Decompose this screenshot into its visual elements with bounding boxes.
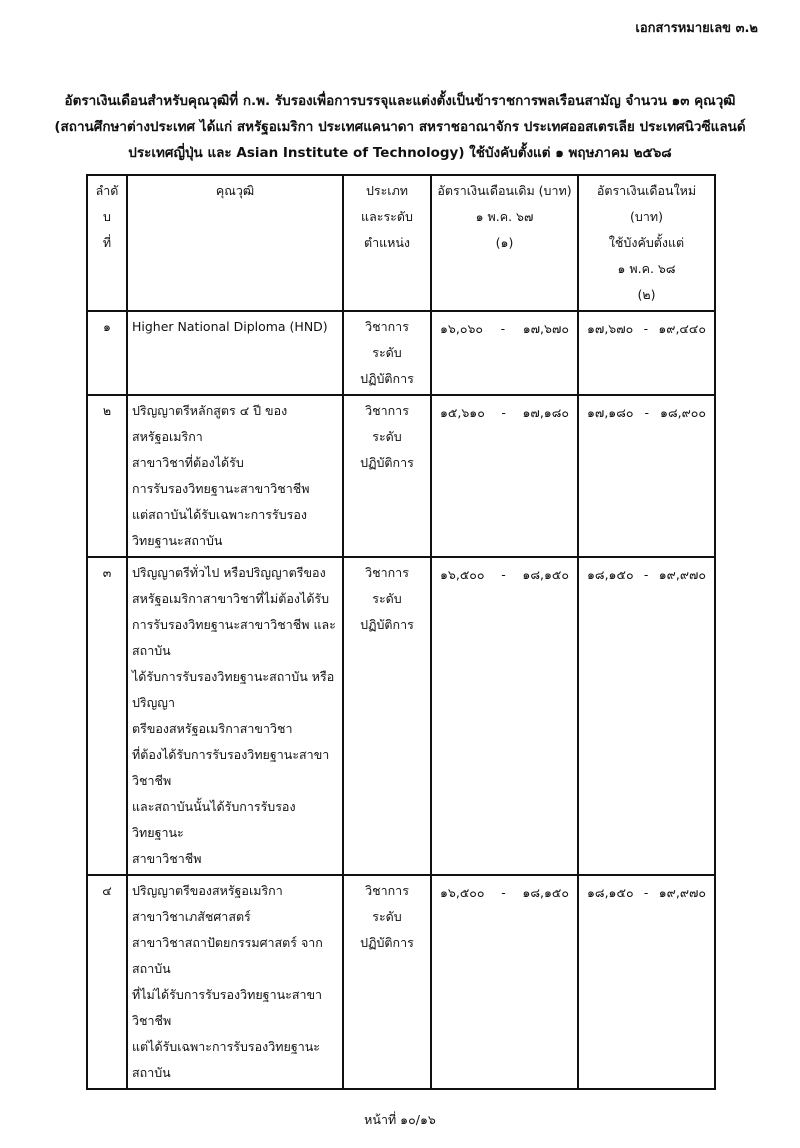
header-text: ที่: [102, 235, 112, 250]
cell-type: [343, 557, 431, 875]
header-text: ๑ พ.ค. ๖๘: [617, 261, 676, 276]
salary-max: ๑๙,๙๗๐: [658, 567, 706, 582]
range-separator: -: [643, 567, 649, 582]
range-separator: -: [643, 321, 649, 336]
cell-line: และสถาบันนั้นได้รับการรับรองวิทยฐานะ: [132, 799, 296, 840]
header-text: (๒): [637, 287, 656, 302]
cell-line: สาขาวิชาชีพ: [132, 851, 202, 866]
salary-min: ๑๖,๕๐๐: [440, 567, 485, 582]
cell-type: [343, 311, 431, 395]
cell-line: วิชาการ: [365, 565, 409, 580]
salary-min: ๑๘,๑๕๐: [587, 567, 634, 582]
range-separator: -: [501, 567, 506, 582]
cell-qualification: [127, 557, 343, 875]
cell-line: ปฏิบัติการ: [360, 617, 414, 632]
cell-line: วิทยฐานะสถาบัน: [132, 533, 223, 548]
range-separator: -: [501, 405, 506, 420]
cell-line: ระดับ: [372, 345, 402, 360]
salary-max: ๑๘,๙๐๐: [660, 405, 706, 420]
cell-qualification: [127, 875, 343, 1089]
cell-line: ที่ต้องได้รับการรับรองวิทยฐานะสาขาวิชาชีพ: [132, 747, 330, 788]
row-number: ๔: [102, 883, 112, 898]
cell-line: สาขาวิชาเภสัชศาสตร์: [132, 909, 251, 924]
cell-line: ปริญญาตรีทั่วไป หรือปริญญาตรีของ: [132, 565, 326, 580]
header-text: อัตราเงินเดือนเดิม (บาท): [437, 183, 572, 198]
title-line: อัตราเงินเดือนสำหรับคุณวุฒิที่ ก.พ. รับรองเพื่อการบรรจุและแต่งตั้งเป็นข้าราชการพลเรือนสามัญ จำนวน ๑๓ คุณวุฒิ: [64, 93, 736, 109]
salary-min: ๑๕,๖๑๐: [440, 405, 485, 420]
page-spacer: [0, 1090, 800, 1110]
header-text: คุณวุฒิ: [215, 183, 255, 198]
cell-line: ปริญญาตรีของสหรัฐอเมริกา: [132, 883, 283, 898]
table-row: [87, 395, 715, 557]
cell-line: ปริญญาตรีหลักสูตร ๔ ปี ของสหรัฐอเมริกา: [132, 403, 288, 444]
table-header-row: [87, 175, 715, 311]
header-text: (๑): [495, 235, 514, 250]
page-number: หน้าที่ ๑๐/๑๖: [364, 1112, 436, 1127]
cell-line: วิชาการ: [365, 403, 409, 418]
cell-line: แต่ได้รับเฉพาะการรับรองวิทยฐานะสถาบัน: [132, 1039, 321, 1080]
range-separator: -: [501, 885, 506, 900]
cell-line: วิชาการ: [365, 319, 409, 334]
salary-min: ๑๖,๐๖๐: [440, 321, 484, 336]
header-new-salary: [578, 175, 715, 311]
cell-line: สาขาวิชาที่ต้องได้รับ: [132, 455, 244, 470]
cell-line: ที่ไม่ได้รับการรับรองวิทยฐานะสาขาวิชาชีพ: [132, 987, 323, 1028]
header-text: อัตราเงินเดือนใหม่ (บาท): [596, 183, 697, 224]
cell-line: สาขาวิชาสถาปัตยกรรมศาสตร์ จากสถาบัน: [132, 935, 323, 976]
cell-new-salary: [578, 395, 715, 557]
salary-min: ๑๘,๑๕๐: [587, 885, 634, 900]
cell-line: สหรัฐอเมริกาสาขาวิชาที่ไม่ต้องได้รับ: [132, 591, 330, 606]
salary-max: ๑๘,๑๕๐: [522, 567, 569, 582]
title-line: ประเทศญี่ปุ่น และ Asian Institute of Technology) ใช้บังคับตั้งแต่ ๑ พฤษภาคม ๒๕๖๘: [128, 145, 672, 161]
cell-qualification: [127, 311, 343, 395]
cell-type: [343, 395, 431, 557]
salary-min: ๑๗,๑๘๐: [587, 405, 634, 420]
cell-no: [87, 557, 127, 875]
cell-qualification: [127, 395, 343, 557]
range-separator: -: [644, 405, 650, 420]
header-type: [343, 175, 431, 311]
cell-new-salary: [578, 557, 715, 875]
cell-line: ตรีของสหรัฐอเมริกาสาขาวิชา: [132, 721, 293, 736]
cell-old-salary: [431, 311, 578, 395]
table-row: [87, 557, 715, 875]
cell-line: ระดับ: [372, 591, 402, 606]
header-qualification: [127, 175, 343, 311]
cell-old-salary: [431, 395, 578, 557]
range-separator: -: [643, 885, 649, 900]
salary-max: ๑๗,๖๗๐: [522, 321, 569, 336]
cell-line: ระดับ: [372, 909, 402, 924]
header-text: ๑ พ.ค. ๖๗: [475, 209, 534, 224]
cell-type: [343, 875, 431, 1089]
salary-max: ๑๗,๑๘๐: [522, 405, 569, 420]
table-row: [87, 311, 715, 395]
row-number: ๑: [103, 319, 111, 334]
cell-line: ได้รับการรับรองวิทยฐานะสถาบัน หรือปริญญา: [132, 669, 335, 710]
header-text: ประเภท: [365, 183, 409, 198]
salary-max: ๑๘,๑๕๐: [522, 885, 569, 900]
cell-line: Higher National Diploma (HND): [132, 319, 328, 334]
document-title: [40, 88, 760, 166]
cell-line: ปฏิบัติการ: [360, 371, 414, 386]
cell-no: [87, 395, 127, 557]
cell-line: การรับรองวิทยฐานะสาขาวิชาชีพ และสถาบัน: [132, 617, 336, 658]
salary-max: ๑๙,๔๔๐: [658, 321, 706, 336]
salary-table: [86, 174, 716, 1090]
cell-old-salary: [431, 557, 578, 875]
range-separator: -: [500, 321, 506, 336]
cell-new-salary: [578, 875, 715, 1089]
cell-no: [87, 311, 127, 395]
salary-min: ๑๖,๕๐๐: [440, 885, 485, 900]
header-old-salary: [431, 175, 578, 311]
cell-line: ปฏิบัติการ: [360, 455, 414, 470]
cell-line: ระดับ: [372, 429, 402, 444]
table-row: [87, 875, 715, 1089]
document-number: เอกสารหมายเลข ๓.๒: [635, 21, 758, 36]
cell-no: [87, 875, 127, 1089]
header-text: ตำแหน่ง: [363, 235, 411, 250]
cell-new-salary: [578, 311, 715, 395]
cell-old-salary: [431, 875, 578, 1089]
header-text: ลำดับ: [95, 183, 119, 224]
header-text: และระดับ: [361, 209, 413, 224]
cell-line: ปฏิบัติการ: [360, 935, 414, 950]
row-number: ๒: [102, 403, 112, 418]
salary-max: ๑๙,๙๗๐: [658, 885, 706, 900]
cell-line: การรับรองวิทยฐานะสาขาวิชาชีพ: [132, 481, 310, 496]
cell-line: วิชาการ: [365, 883, 409, 898]
header-no: [87, 175, 127, 311]
header-text: ใช้บังคับตั้งแต่: [608, 235, 685, 250]
cell-line: แต่สถาบันได้รับเฉพาะการรับรอง: [132, 507, 307, 522]
title-line: (สถานศึกษาต่างประเทศ ได้แก่ สหรัฐอเมริกา ประเทศแคนาดา สหราชอาณาจักร ประเทศออสเตรเลีย ประเทศนิวซีแลนด์: [54, 119, 746, 135]
row-number: ๓: [102, 565, 112, 580]
salary-min: ๑๗,๖๗๐: [587, 321, 634, 336]
